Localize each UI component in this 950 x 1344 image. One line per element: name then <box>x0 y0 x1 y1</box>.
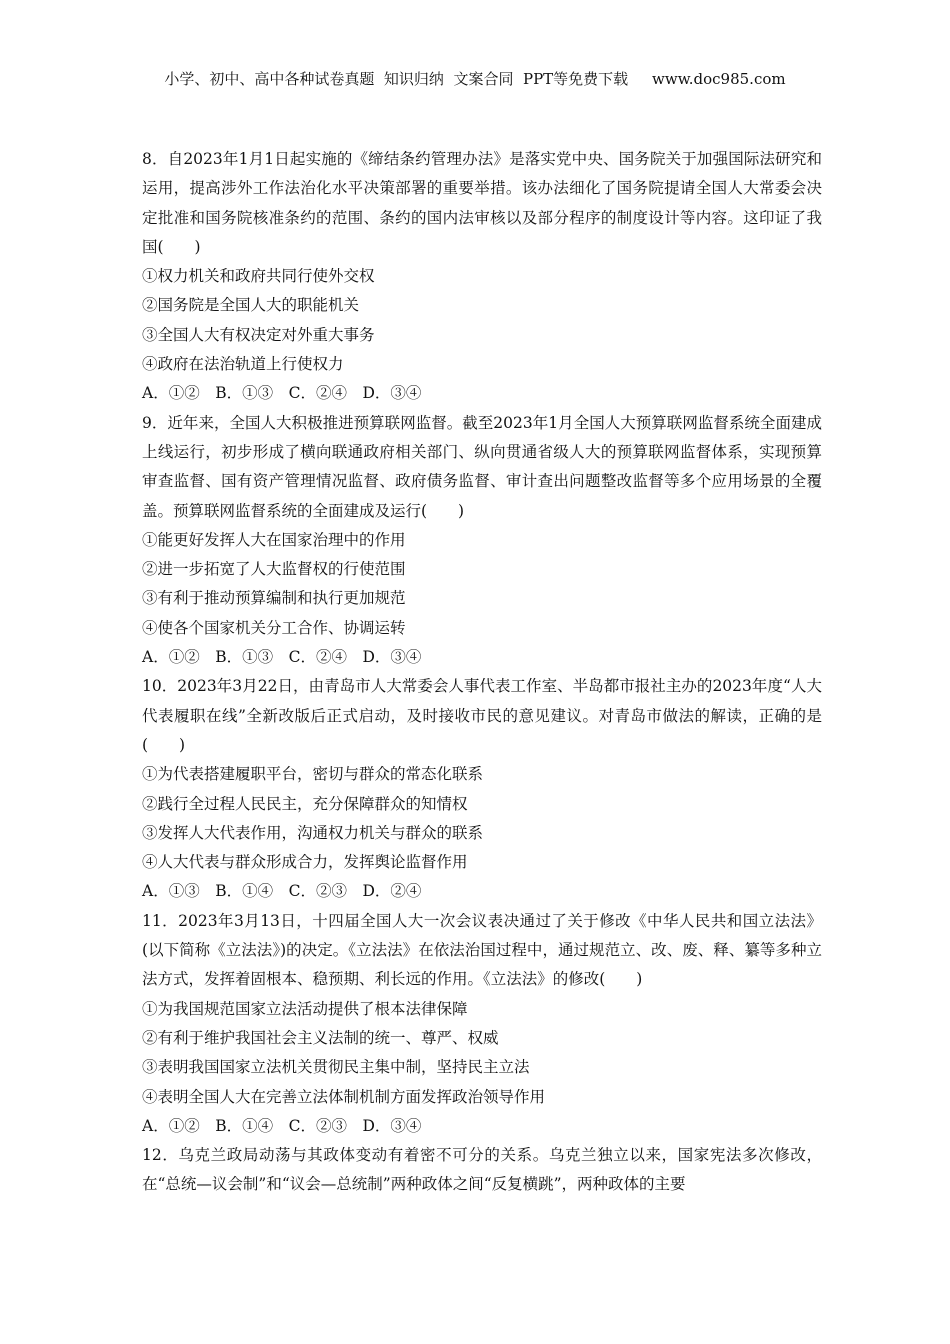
answer-choices: A．①② B．①④ C．②③ D．③④ <box>142 1116 422 1135</box>
question-10 <box>142 672 822 906</box>
answer-choices: A．①③ B．①④ C．②③ D．②④ <box>142 882 422 901</box>
option-4: ④表明全国人大在完善立法体制机制方面发挥政治领导作用 <box>142 1087 546 1106</box>
option-3: ③发挥人大代表作用，沟通权力机关与群众的联系 <box>142 823 484 842</box>
question-8 <box>142 145 822 409</box>
question-11 <box>142 907 822 1141</box>
option-2: ②国务院是全国人大的职能机关 <box>142 296 360 315</box>
question-stem: 9．近年来，全国人大积极推进预算联网监督。截至2023年1月全国人大预算联网监督系统全面建成上线运行，初步形成了横向联通政府相关部门、纵向贯通省级人大的预算联网监督体系，实现预算审查监督、国有资产管理情况监督、政府债务监督、审计查出问题整改监督等多个应用场景的全覆盖。预算联网监督系统的全面建成及运行( ) <box>142 413 822 520</box>
question-stem: 8．自2023年1月1日起实施的《缔结条约管理办法》是落实党中央、国务院关于加强国际法研究和运用，提高涉外工作法治化水平决策部署的重要举措。该办法细化了国务院提请全国人大常委会决定批准和国务院核准条约的范围、条约的国内法审核以及部分程序的制度设计等内容。这印证了我国( ) <box>142 150 822 256</box>
option-2: ②践行全过程人民民主，充分保障群众的知情权 <box>142 794 468 813</box>
question-9 <box>142 409 822 673</box>
option-1: ①为代表搭建履职平台，密切与群众的常态化联系 <box>142 765 484 784</box>
option-4: ④使各个国家机关分工合作、协调运转 <box>142 618 406 637</box>
question-stem: 12．乌克兰政局动荡与其政体变动有着密不可分的关系。乌克兰独立以来，国家宪法多次修改，在“总统—议会制”和“议会—总统制”两种政体之间“反复横跳”，两种政体的主要 <box>142 1146 822 1194</box>
question-stem: 10．2023年3月22日，由青岛市人大常委会人事代表工作室、半岛都市报社主办的2023年度“人大代表履职在线”全新改版后正式启动，及时接收市民的意见建议。对青岛市做法的解读，正确的是( ) <box>142 677 822 754</box>
option-1: ①为我国规范国家立法活动提供了根本法律保障 <box>142 999 468 1018</box>
option-4: ④人大代表与群众形成合力，发挥舆论监督作用 <box>142 853 468 872</box>
question-12 <box>142 1141 822 1200</box>
option-2: ②进一步拓宽了人大监督权的行使范围 <box>142 560 406 579</box>
option-1: ①能更好发挥人大在国家治理中的作用 <box>142 530 406 549</box>
answer-choices: A．①② B．①③ C．②④ D．③④ <box>142 384 422 403</box>
option-3: ③全国人大有权决定对外重大事务 <box>142 325 375 344</box>
option-2: ②有利于维护我国社会主义法制的统一、尊严、权威 <box>142 1028 499 1047</box>
option-4: ④政府在法治轨道上行使权力 <box>142 355 344 374</box>
question-stem: 11．2023年3月13日，十四届全国人大一次会议表决通过了关于修改《中华人民共和国立法法》(以下简称《立法法》)的决定。《立法法》在依法治国过程中，通过规范立、改、废、释、纂等多种立法方式，发挥着固根本、稳预期、利长远的作用。《立法法》的修改( ) <box>142 911 822 989</box>
answer-choices: A．①② B．①③ C．②④ D．③④ <box>142 648 422 667</box>
page-header: 小学、初中、高中各种试卷真题 知识归纳 文案合同 PPT等免费下载 www.doc985.com <box>164 70 786 88</box>
option-3: ③表明我国国家立法机关贯彻民主集中制，坚持民主立法 <box>142 1058 530 1077</box>
option-1: ①权力机关和政府共同行使外交权 <box>142 267 375 286</box>
question-list <box>142 145 822 1200</box>
option-3: ③有利于推动预算编制和执行更加规范 <box>142 589 406 608</box>
